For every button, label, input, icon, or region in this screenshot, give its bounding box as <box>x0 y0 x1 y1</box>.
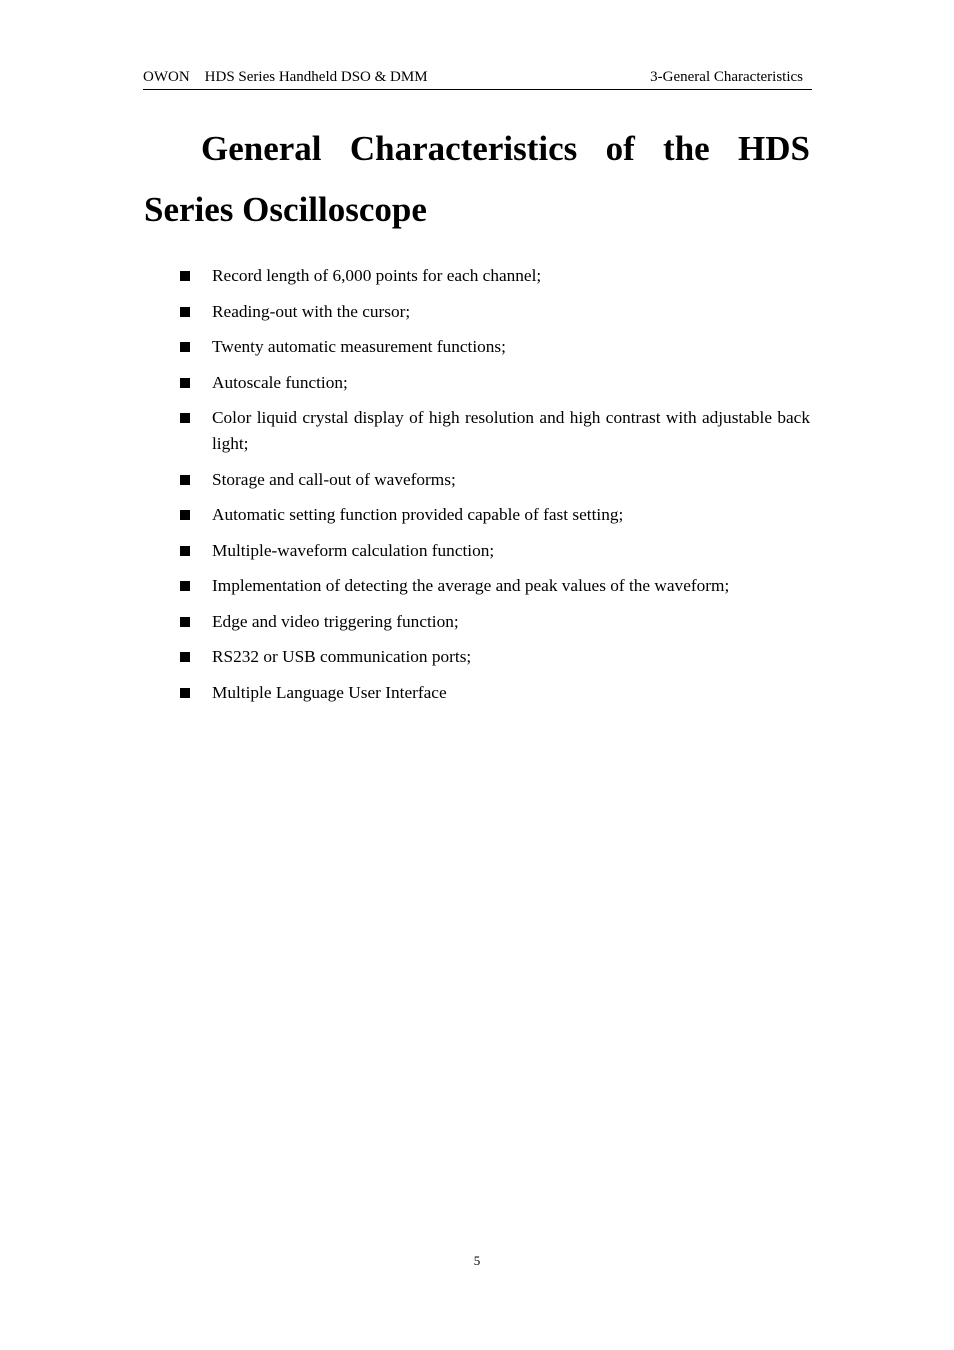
bullet-square-icon <box>180 475 190 485</box>
list-item-text: Storage and call-out of waveforms; <box>212 469 456 489</box>
page-number: 5 <box>473 1253 481 1268</box>
list-item <box>178 370 810 396</box>
bullet-square-icon <box>180 342 190 352</box>
bullet-square-icon <box>180 307 190 317</box>
bullet-square-icon <box>180 271 190 281</box>
list-item-text: RS232 or USB communication ports; <box>212 647 472 666</box>
list-item-text: Edge and video triggering function; <box>212 611 459 631</box>
list-item-text: Multiple-waveform calculation function; <box>212 540 495 560</box>
list-item-text: Implementation of detecting the average and peak values of the waveform; <box>212 576 730 595</box>
list-item-text: Automatic setting function provided capable of fast setting; <box>212 505 624 524</box>
list-item <box>178 299 810 325</box>
list-item-text: Color liquid crystal display of high resolution and high contrast with adjustable back light; <box>212 408 810 453</box>
page-header <box>143 68 812 90</box>
list-item <box>178 405 810 457</box>
list-item <box>178 467 810 493</box>
list-item-text: Autoscale function; <box>212 372 348 392</box>
header-product-title: OWON HDS Series Handheld DSO & DMM <box>143 69 428 85</box>
bullet-square-icon <box>180 652 190 662</box>
list-item <box>178 263 810 289</box>
bullet-square-icon <box>180 688 190 698</box>
list-item-text: Reading-out with the cursor; <box>212 301 411 321</box>
list-item <box>178 334 810 360</box>
list-item <box>178 644 810 670</box>
list-item-text: Twenty automatic measurement functions; <box>212 337 506 356</box>
page-title: General Characteristics of the HDS Series Oscilloscope <box>144 129 810 229</box>
list-item <box>178 609 810 635</box>
bullet-square-icon <box>180 378 190 388</box>
list-item-text: Record length of 6,000 points for each channel; <box>212 266 542 285</box>
bullet-square-icon <box>180 413 190 423</box>
list-item <box>178 573 810 599</box>
header-chapter-title: 3-General Characteristics <box>650 69 803 85</box>
bullet-square-icon <box>180 546 190 556</box>
list-item-text: Multiple Language User Interface <box>212 682 447 702</box>
bullet-square-icon <box>180 617 190 627</box>
list-item <box>178 680 810 706</box>
list-item <box>178 538 810 564</box>
bullet-square-icon <box>180 581 190 591</box>
bullet-square-icon <box>180 510 190 520</box>
feature-list <box>178 263 810 715</box>
list-item <box>178 502 810 528</box>
